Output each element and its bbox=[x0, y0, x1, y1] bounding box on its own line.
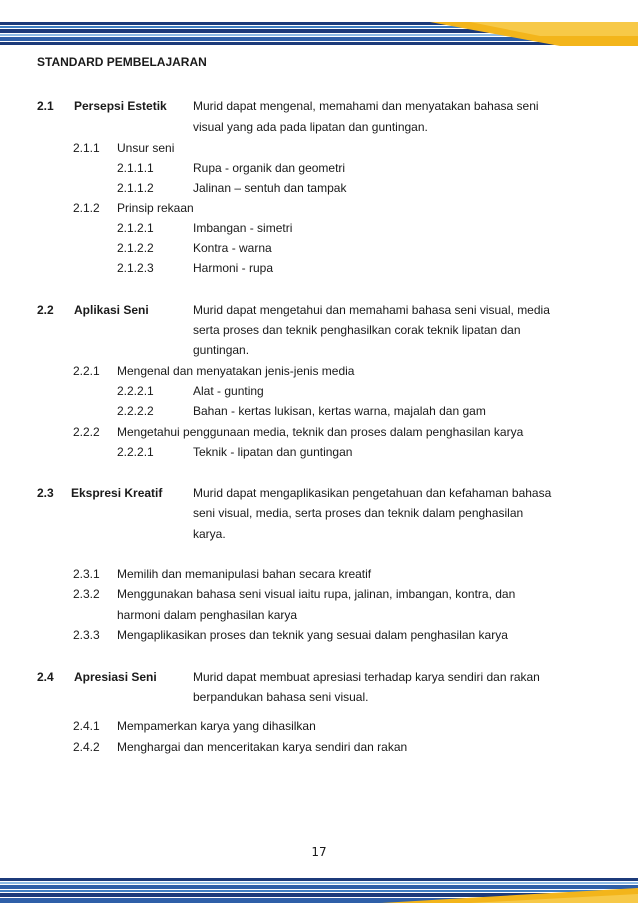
item-text: Mengetahui penggunaan media, teknik dan proses dalam penghasilan karya bbox=[117, 425, 524, 439]
item-text: Mengenal dan menyatakan jenis-jenis media bbox=[117, 364, 355, 378]
section-heading: STANDARD PEMBELAJARAN bbox=[37, 55, 207, 69]
item-number: 2.2.2 bbox=[73, 425, 100, 439]
section-description-line: karya. bbox=[193, 527, 226, 541]
section-description-line: guntingan. bbox=[193, 343, 250, 357]
item-text: Unsur seni bbox=[117, 141, 175, 155]
section-title: Aplikasi Seni bbox=[74, 303, 149, 317]
section-number: 2.3 bbox=[37, 486, 54, 500]
section-description-line: berpandukan bahasa seni visual. bbox=[193, 690, 369, 704]
page-number: 17 bbox=[311, 845, 327, 859]
subitem-text: Alat - gunting bbox=[193, 384, 264, 398]
subitem-number: 2.2.2.1 bbox=[117, 384, 154, 398]
subitem-number: 2.1.2.2 bbox=[117, 241, 154, 255]
item-number: 2.1.1 bbox=[73, 141, 100, 155]
section-description-line: Murid dapat mengenal, memahami dan menyatakan bahasa seni bbox=[193, 99, 539, 113]
item-text: Mengaplikasikan proses dan teknik yang sesuai dalam penghasilan karya bbox=[117, 628, 508, 642]
section-title: Ekspresi Kreatif bbox=[71, 486, 163, 500]
footer-stripe-band bbox=[0, 878, 638, 903]
section-number: 2.1 bbox=[37, 99, 54, 113]
item-number: 2.3.3 bbox=[73, 628, 100, 642]
subitem-text: Teknik - lipatan dan guntingan bbox=[193, 445, 353, 459]
item-text: Menghargai dan menceritakan karya sendiri dan rakan bbox=[117, 740, 408, 754]
item-text: Menggunakan bahasa seni visual iaitu rupa, jalinan, imbangan, kontra, dan bbox=[117, 587, 516, 601]
section-number: 2.4 bbox=[37, 670, 54, 684]
section-description-line: Murid dapat mengaplikasikan pengetahuan dan kefahaman bahasa bbox=[193, 486, 552, 500]
section-title: Persepsi Estetik bbox=[74, 99, 167, 113]
item-text: Prinsip rekaan bbox=[117, 201, 194, 215]
item-number: 2.4.2 bbox=[73, 740, 100, 754]
item-number: 2.3.2 bbox=[73, 587, 100, 601]
subitem-number: 2.1.1.2 bbox=[117, 181, 154, 195]
section-description-line: Murid dapat mengetahui dan memahami bahasa seni visual, media bbox=[193, 303, 550, 317]
subitem-number: 2.1.2.3 bbox=[117, 261, 154, 275]
item-number: 2.4.1 bbox=[73, 719, 100, 733]
item-number: 2.1.2 bbox=[73, 201, 100, 215]
item-text: Mempamerkan karya yang dihasilkan bbox=[117, 719, 316, 733]
section-description-line: Murid dapat membuat apresiasi terhadap karya sendiri dan rakan bbox=[193, 670, 540, 684]
subitem-text: Bahan - kertas lukisan, kertas warna, majalah dan gam bbox=[193, 404, 486, 418]
subitem-text: Harmoni - rupa bbox=[193, 261, 274, 275]
subitem-number: 2.2.2.2 bbox=[117, 404, 154, 418]
section-title: Apresiasi Seni bbox=[74, 670, 157, 684]
section-description-line: serta proses dan teknik penghasilkan corak teknik lipatan dan bbox=[193, 323, 521, 337]
subitem-text: Rupa - organik dan geometri bbox=[193, 161, 346, 175]
section-description-line: seni visual, media, serta proses dan teknik dalam penghasilan bbox=[193, 506, 524, 520]
section-number: 2.2 bbox=[37, 303, 54, 317]
subitem-number: 2.2.2.1 bbox=[117, 445, 154, 459]
subitem-number: 2.1.2.1 bbox=[117, 221, 154, 235]
section-description-line: visual yang ada pada lipatan dan guntingan. bbox=[193, 120, 428, 134]
item-number: 2.2.1 bbox=[73, 364, 100, 378]
item-text: Memilih dan memanipulasi bahan secara kreatif bbox=[117, 567, 372, 581]
header-stripe-band bbox=[0, 22, 638, 46]
item-number: 2.3.1 bbox=[73, 567, 100, 581]
subitem-text: Kontra - warna bbox=[193, 241, 272, 255]
subitem-text: Jalinan – sentuh dan tampak bbox=[193, 181, 347, 195]
subitem-number: 2.1.1.1 bbox=[117, 161, 154, 175]
item-text-continued: harmoni dalam penghasilan karya bbox=[117, 608, 298, 622]
subitem-text: Imbangan - simetri bbox=[193, 221, 293, 235]
